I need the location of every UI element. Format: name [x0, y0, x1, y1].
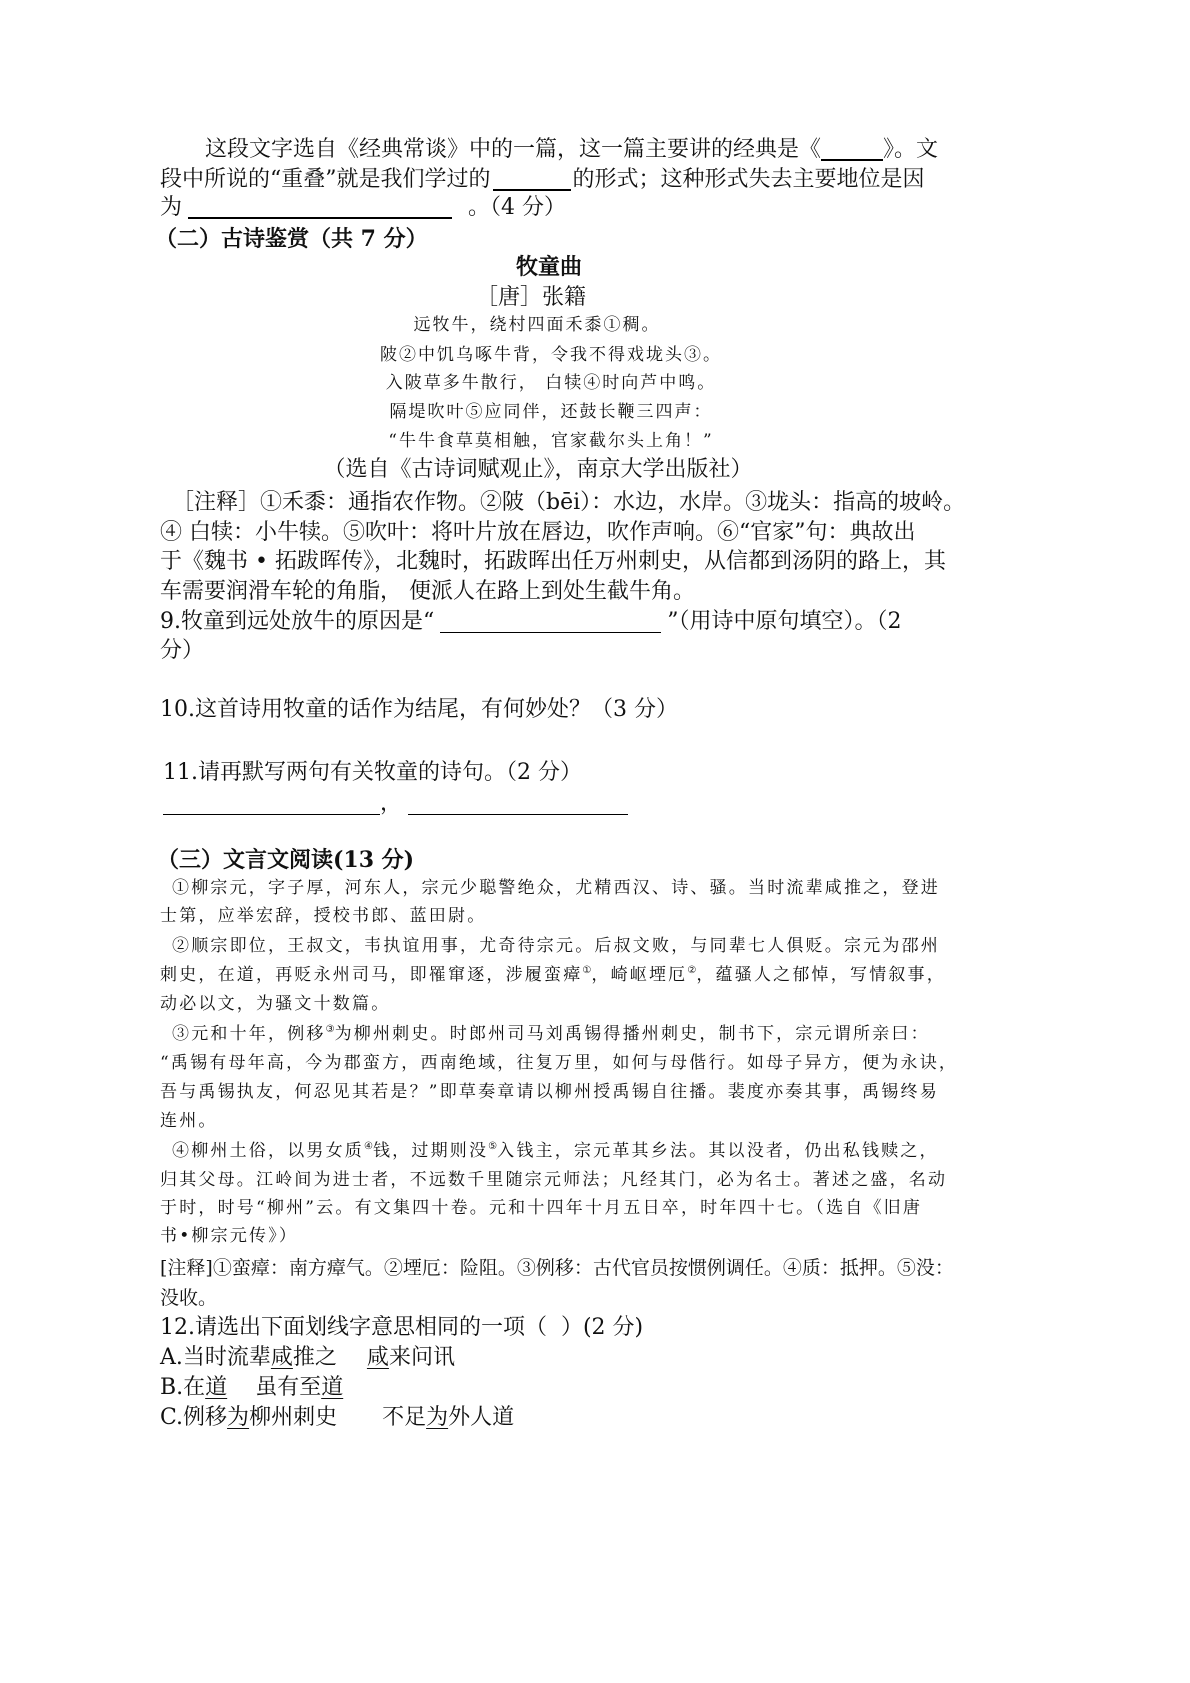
poem-notes-line: ④ 白犊：小牛犊。⑤吹叶：将叶片放在唇边，吹作声响。⑥“官家”句：典故出: [160, 520, 916, 545]
option-text: 来问讯: [388, 1345, 455, 1370]
reason-blank: [188, 199, 452, 219]
classical-text-line: ①柳宗元，字子厚，河东人，宗元少聪警绝众，尤精西汉、诗、骚。当时流辈咸推之，登进: [172, 878, 940, 898]
question-11: 11.请再默写两句有关牧童的诗句。（2 分）: [163, 760, 582, 785]
question-9-tail: ”（用诗中原句填空）。（2: [667, 609, 902, 634]
question-9: [160, 607, 902, 637]
classical-text-segment: 为柳州刺史。时郎州司马刘禹锡得播州刺史，制书下，宗元谓所亲曰：: [334, 1024, 930, 1044]
classical-text-segment: ，蕴骚人之郁悼，写情叙事，: [696, 965, 946, 985]
option-text: 柳州刺史: [249, 1405, 338, 1430]
question-12-option-c: [160, 1403, 514, 1433]
classical-text-line: 归其父母。江岭间为进士者，不远数千里随宗元师法；凡经其门，必为名士。著述之盛，名动: [160, 1170, 948, 1190]
classical-text-line: 动必以文，为骚文十数篇。: [160, 994, 391, 1014]
option-text: B.在: [160, 1375, 206, 1400]
poem-author: ［唐］张籍: [475, 285, 586, 310]
footnote-marker: ①: [582, 965, 592, 976]
underlined-word: 道: [321, 1375, 344, 1400]
question-9-text: 9.牧童到远处放牛的原因是“: [160, 609, 435, 634]
classical-notes-line: [注释]①蛮瘴：南方瘴气。②堙厄：险阻。③例移：古代官员按惯例调任。④质：抵押。⑤没：: [160, 1257, 954, 1279]
intro-line-3-tail: 。（4 分）: [468, 195, 567, 220]
question-12-option-a: [160, 1343, 455, 1373]
intro-line-3: [160, 193, 566, 223]
classical-text-segment: ，崎岖堙厄: [591, 965, 688, 985]
classical-text-line: “禹锡有母年高，今为郡蛮方，西南绝域，往复万里，如何与母偕行。如母子异方，便为永诀，: [160, 1053, 959, 1073]
question-11-separator: ，: [380, 791, 403, 816]
underlined-word: 为: [426, 1405, 449, 1430]
intro-line-2: [160, 165, 925, 195]
question-11-blank-1: [163, 796, 380, 815]
question-9-wrap: 分）: [160, 638, 205, 663]
form-name-blank: [493, 171, 571, 191]
classic-title-blank: [821, 141, 883, 161]
question-12-option-b: [160, 1373, 343, 1403]
poem-line: 陂②中饥乌啄牛背，令我不得戏垅头③。: [380, 345, 722, 365]
classical-text-segment: 入钱主，宗元革其乡法。其以没者，仍出私钱赎之，: [497, 1141, 939, 1161]
option-text: 虽有至: [255, 1375, 322, 1400]
section-2-heading: （二）古诗鉴赏（共 7 分）: [155, 226, 428, 252]
intro-line-3-text: 为: [160, 195, 183, 220]
question-12: 12.请选出下面划线字意思相同的一项（ ）(2 分): [160, 1315, 644, 1340]
classical-text-segment: 刺史，在道，再贬永州司马，即罹窜逐，涉履蛮瘴: [160, 965, 583, 985]
classical-text-segment: ③元和十年，例移: [172, 1024, 326, 1044]
classical-notes-line: 没收。: [160, 1287, 218, 1309]
classical-text-line: 连州。: [160, 1111, 218, 1131]
footnote-marker: ②: [687, 965, 697, 976]
option-text: 不足: [382, 1405, 427, 1430]
footnote-marker: ⑤: [488, 1141, 498, 1152]
classical-text-line: [172, 1136, 939, 1166]
classical-text-line: [160, 960, 946, 990]
poem-line: 远牧牛，绕村四面禾黍①稠。: [413, 315, 661, 335]
question-10: 10.这首诗用牧童的话作为结尾，有何妙处？（3 分）: [160, 697, 678, 722]
poem-title: 牧童曲: [515, 255, 582, 280]
poem-line: 隔堤吹叶⑤应同伴，还鼓长鞭三四声：: [389, 402, 713, 422]
poem-source: （选自《古诗词赋观止》，南京大学出版社）: [323, 457, 753, 482]
footnote-marker: ④: [364, 1141, 373, 1152]
classical-text-segment: 钱，过期则没: [372, 1141, 489, 1161]
question-11-blank-2: [408, 796, 628, 815]
underlined-word: 道: [205, 1375, 228, 1400]
intro-line-1-text: 这段文字选自《经典常谈》中的一篇，这一篇主要讲的经典是《: [205, 137, 822, 162]
poem-notes-line: 于《魏书 • 拓跋晖传》，北魏时，拓跋晖出任万州刺史，从信都到汤阴的路上，其: [160, 549, 946, 574]
classical-text-line: 吾与禹锡执友，何忍见其若是？”即草奏章请以柳州授禹锡自往播。裴度亦奏其事，禹锡终易: [160, 1082, 939, 1102]
section-3-heading: （三）文言文阅读(13 分): [157, 847, 415, 873]
poem-notes-line: 车需要润滑车轮的角脂， 便派人在路上到处生截牛角。: [160, 579, 695, 604]
option-text: 推之: [292, 1345, 337, 1370]
poem-line: 入陂草多牛散行， 白犊④时向芦中鸣。: [385, 373, 717, 393]
intro-line-1-tail: 》。文: [883, 137, 939, 162]
intro-line-1: [205, 135, 938, 165]
poem-line: “牛牛食草莫相触，官家截尔头上角！”: [388, 431, 714, 451]
underlined-word: 为: [227, 1405, 250, 1430]
option-text: C.例移: [160, 1405, 228, 1430]
classical-text-line: 书•柳宗元传》）: [160, 1226, 299, 1246]
classical-text-line: 士第，应举宏辞，授校书郎、蓝田尉。: [160, 906, 487, 926]
classical-text-line: 于时，时号“柳州”云。有文集四十卷。元和十四年十月五日卒，时年四十七。（选自《旧唐: [160, 1198, 923, 1218]
underlined-word: 咸: [270, 1345, 293, 1370]
poem-notes-line: ［注释］①禾黍：通指农作物。②陂（bēi）：水边，水岸。③垅头：指高的坡岭。: [172, 490, 966, 515]
classical-text-line: [172, 1019, 930, 1049]
question-9-answer-blank: [440, 614, 661, 633]
classical-text-line: ②顺宗即位，王叔文，韦执谊用事，尤奇待宗元。后叔文败，与同辈七人俱贬。宗元为邵州: [172, 936, 940, 956]
intro-line-2-text: 段中所说的“重叠”就是我们学过的: [160, 167, 491, 192]
footnote-marker: ③: [325, 1024, 335, 1035]
underlined-word: 咸: [366, 1345, 389, 1370]
option-text: A.当时流辈: [160, 1345, 271, 1370]
classical-text-segment: ④柳州土俗，以男女质: [172, 1141, 364, 1161]
option-text: 外人道: [448, 1405, 515, 1430]
intro-line-2-tail: 的形式；这种形式失去主要地位是因: [572, 167, 925, 192]
question-11-answer-row: [163, 789, 628, 819]
